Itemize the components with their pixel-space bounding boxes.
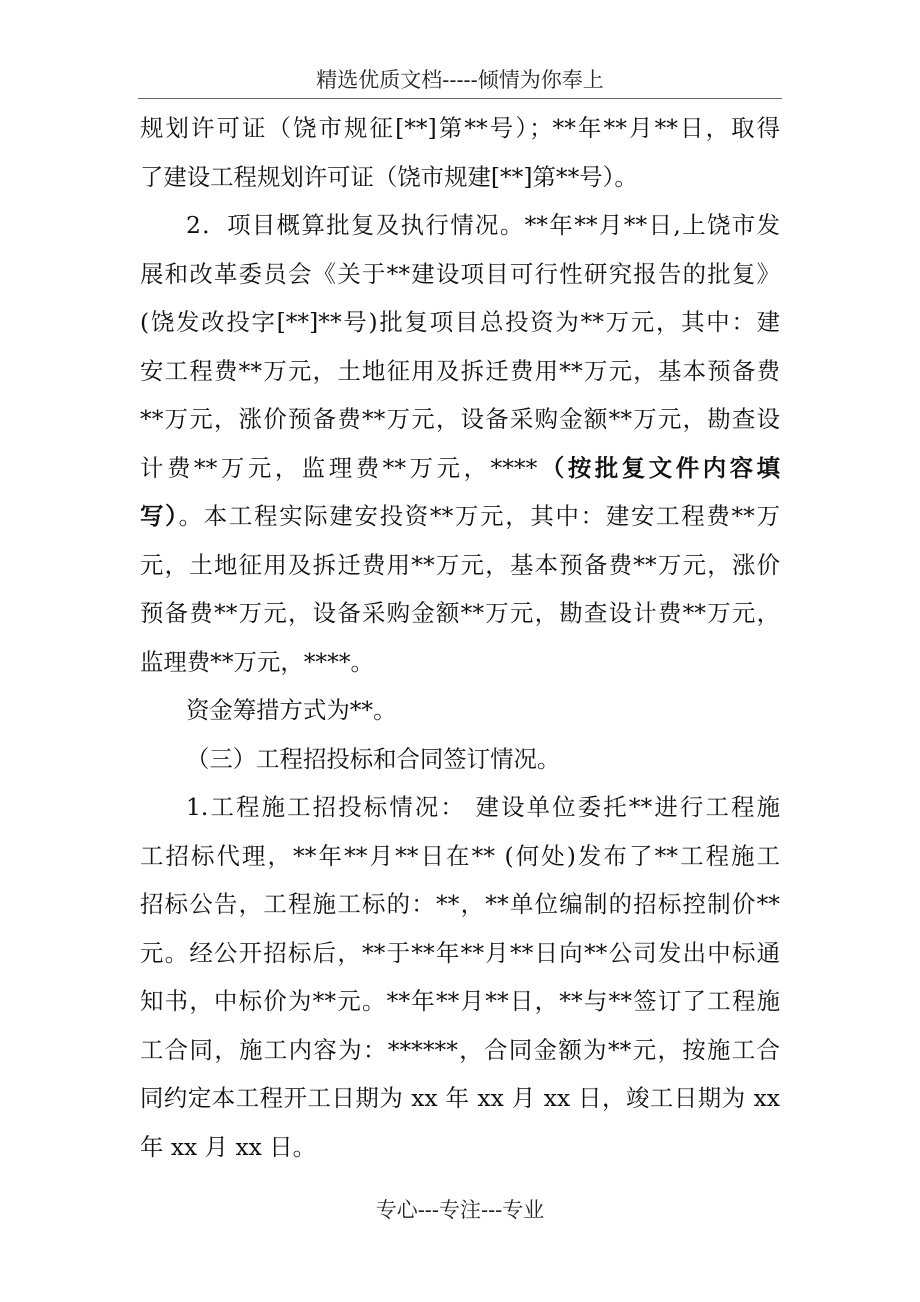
paragraph-line: 了建设工程规划许可证（饶市规建[**]第**号）。 [140, 162, 638, 191]
paragraph-line: 同约定本工程开工日期为 xx 年 xx 月 xx 日，竣工日期为 xx [140, 1084, 780, 1112]
paragraph-line: **万元，涨价预备费**万元，设备采购金额**万元，勘查设 [140, 405, 780, 433]
bold-text-run: （按批复文件内容填 [537, 453, 781, 482]
page-header: 精选优质文档-----倾情为你奉上 [316, 68, 604, 92]
paragraph-line [140, 492, 780, 541]
paragraph-line: 2．项目概算批复及执行情况。**年**月**日,上饶市发 [186, 211, 780, 239]
paragraph-line: 招标公告，工程施工标的：**，**单位编制的招标控制价** [140, 890, 780, 918]
paragraph-line: 知书，中标价为**元。**年**月**日，**与**签订了工程施 [140, 987, 780, 1015]
page-footer: 专心---专注---专业 [375, 1198, 545, 1222]
paragraph-line: 1.工程施工招投标情况： 建设单位委托**进行工程施 [186, 793, 780, 821]
paragraph-line: 监理费**万元，****。 [140, 647, 374, 676]
paragraph-line: 规划许可证（饶市规征[**]第**号）；**年**月**日，取得 [140, 114, 780, 142]
paragraph-line: 安工程费**万元，土地征用及拆迁费用**万元，基本预备费 [140, 356, 780, 385]
bold-text-run: 写） [140, 502, 179, 530]
paragraph-line: 展和改革委员会《关于**建设项目可行性研究报告的批复》 [140, 259, 780, 288]
section-heading: （三）工程招投标和合同签订情况。 [186, 744, 561, 773]
paragraph-line [140, 444, 780, 493]
paragraph-line: 元。经公开招标后，**于**年**月**日向**公司发出中标通 [140, 938, 780, 967]
document-body [140, 104, 780, 1171]
paragraph-line: 工招标代理，**年**月**日在** (何处)发布了**工程施工 [140, 841, 780, 870]
text-run: 计费**万元，监理费**万元，**** [140, 453, 538, 482]
text-run: 。本工程实际建安投资**万元，其中：建安工程费**万 [178, 502, 780, 530]
paragraph-line: 年 xx 月 xx 日。 [140, 1132, 317, 1161]
header-divider [138, 98, 782, 99]
paragraph-line: (饶发改投字[**]**号)批复项目总投资为**万元，其中：建 [140, 308, 780, 336]
paragraph-line: 工合同，施工内容为：******，合同金额为**元，按施工合 [140, 1035, 780, 1064]
paragraph-line: 预备费**万元，设备采购金额**万元，勘查设计费**万元， [140, 599, 780, 627]
paragraph-line: 资金筹措方式为**。 [186, 696, 397, 724]
paragraph-line: 元，土地征用及拆迁费用**万元，基本预备费**万元，涨价 [140, 550, 780, 579]
